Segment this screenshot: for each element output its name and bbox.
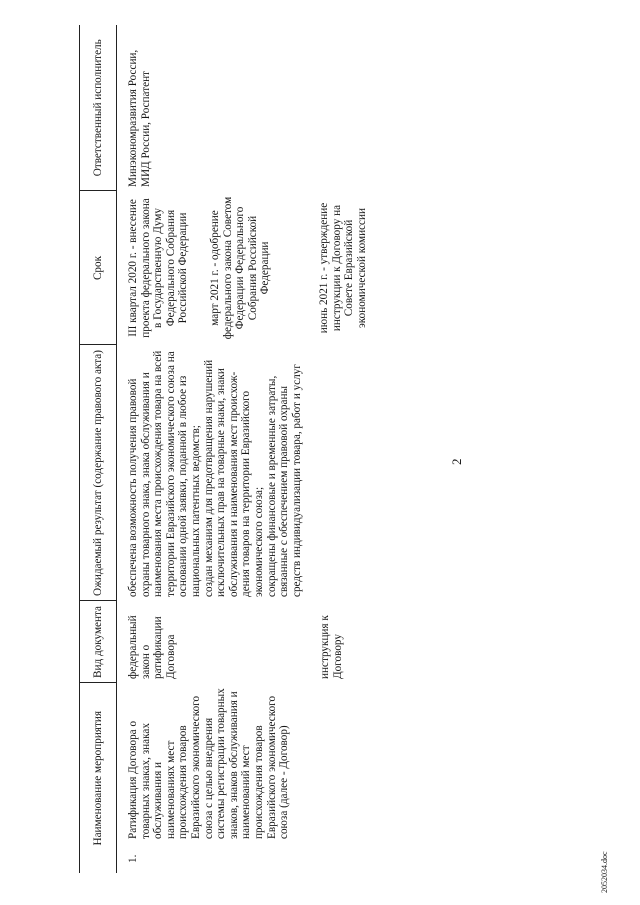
deadline-instruction: июнь 2021 г. - утверждение инструкции к Договору на Совете Евразийской экономической комиссии (317, 202, 368, 334)
document-type-law: федеральный закон о ратификации Договора (127, 615, 177, 679)
header-measure-name: Наименование мероприятия (80, 683, 117, 873)
cell-expected-result (117, 345, 568, 601)
cell-measure (117, 683, 568, 873)
table-row (117, 25, 568, 873)
cell-responsible-executor (117, 25, 568, 191)
measure-text: Ратификация Договора о товарных знаках, знаках обслуживания и наименованиях мест происхождения товаров Евразийского экономического союза с целью внедрения системы регистрации товарных знаков, знаков обслуживания и наименований мест происхождения товаров Евразийского экономического союза (далее - Договор) (127, 688, 291, 839)
cell-document-type (117, 601, 568, 683)
result-item-costs: сокращены финансовые и временные затраты, связанные с обеспечением правовой охраны средств индивидуализации товара, работ и услуг (265, 364, 303, 597)
measure-entry (127, 687, 291, 869)
document-type-instruction: инструкция к Договору (319, 615, 344, 679)
header-document-type: Вид документа (80, 601, 117, 683)
header-expected-result: Ожидаемый результат (содержание правового акта) (80, 345, 117, 601)
deadline-approval: март 2021 г. - одобрение федерального закона Советом Федерации Федерального Собрания Российской Федерации (208, 196, 272, 340)
result-item-mechanism: создан механизм для предотвращения нарушений исключительных прав на товарные знаки, знаки обслуживания и наименования мест происхож-дения товаров на территории Евразийского экономического союза; (202, 359, 265, 597)
table-header-row (80, 25, 117, 873)
header-responsible-executor: Ответственный исполнитель (80, 25, 117, 191)
cell-deadline (117, 191, 568, 345)
header-deadline: Срок (80, 191, 117, 345)
footer-document-code: 2052034.doc (600, 851, 609, 893)
row-number: 1. (127, 854, 139, 863)
result-item-protection: обеспечена возможность получения правовой охраны товарного знака, знака обслуживания и наименования места происхождения товара на всей территории Евразийского экономического союза на основании одной заявки, поданной в любое из национальных патентных ведомств; (127, 350, 202, 597)
action-plan-table (79, 25, 567, 873)
executor-text: Минэкономразвития России, МИД России, Роспатент (127, 49, 152, 187)
page-number: 2 (449, 458, 464, 465)
deadline-submission: III квартал 2020 г. - внесение проекта федерального закона в Государственную Думу Федерального Собрания Российской Федерации (127, 198, 190, 338)
